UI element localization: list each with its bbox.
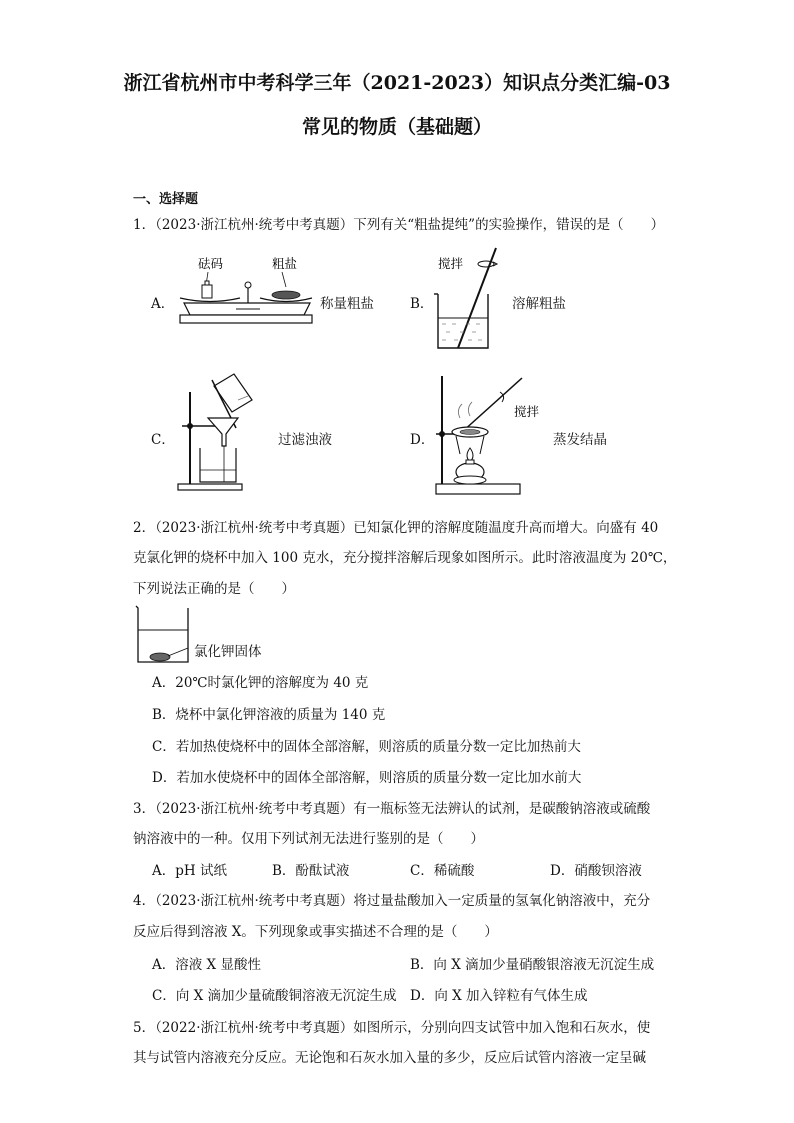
dissolve-beaker-figure	[430, 248, 510, 358]
q2-option-d: D．若加水使烧杯中的固体全部溶解，则溶质的质量分数一定比加水前大	[152, 770, 582, 786]
label-stir-d: 搅拌	[514, 404, 540, 419]
q1-option-a-letter: A．	[151, 296, 175, 312]
q3-option-c: C．稀硫酸	[410, 863, 475, 879]
q3-stem-line1: 3．（2023·浙江杭州·统考中考真题）有一瓶标签无法辨认的试剂，是碳酸钠溶液或硫酸	[133, 801, 651, 817]
document-title-line2: 常见的物质（基础题）	[301, 116, 492, 138]
q2-option-b: B．烧杯中氯化钾溶液的质量为 140 克	[152, 707, 386, 723]
q2-stem-line3: 下列说法正确的是（ ）	[133, 581, 295, 597]
q1-option-c-letter: C．	[151, 432, 175, 448]
q5-stem-line2: 其与试管内溶液充分反应。无论饱和石灰水加入量的多少，反应后试管内溶液一定呈碱	[133, 1050, 646, 1066]
q4-option-a: A．溶液 X 显酸性	[152, 957, 261, 973]
q1-option-d-letter: D．	[410, 432, 435, 448]
label-stir-b: 搅拌	[438, 256, 464, 271]
q2-option-c: C．若加热使烧杯中的固体全部溶解，则溶质的质量分数一定比加热前大	[152, 739, 581, 755]
q4-option-c: C．向 X 滴加少量硫酸铜溶液无沉淀生成	[152, 988, 397, 1004]
q1-option-b-caption: 溶解粗盐	[512, 296, 566, 312]
q4-option-b: B．向 X 滴加少量硝酸银溶液无沉淀生成	[410, 957, 655, 973]
q4-stem-line2: 反应后得到溶液 X。下列现象或事实描述不合理的是（ ）	[133, 924, 498, 940]
evaporation-figure	[430, 372, 540, 497]
q1-stem: 1．（2023·浙江杭州·统考中考真题）下列有关“粗盐提纯”的实验操作，错误的是（ ）	[133, 217, 665, 233]
document-title-line1: 浙江省杭州市中考科学三年（2021-2023）知识点分类汇编-03	[123, 72, 671, 94]
q4-option-d: D．向 X 加入锌粒有气体生成	[410, 988, 588, 1004]
label-weight: 砝码	[198, 256, 224, 271]
q1-option-c-caption: 过滤浊液	[278, 432, 332, 448]
filtration-figure	[172, 372, 272, 494]
q2-option-a: A．20℃时氯化钾的溶解度为 40 克	[152, 675, 369, 691]
balance-figure	[176, 255, 316, 335]
label-crude-salt: 粗盐	[272, 256, 298, 271]
section-heading: 一、选择题	[133, 192, 199, 207]
q1-option-d-caption: 蒸发结晶	[553, 432, 607, 448]
q2-stem-line2: 克氯化钾的烧杯中加入 100 克水，充分搅拌溶解后现象如图所示。此时溶液温度为 20℃，	[133, 550, 677, 566]
q3-option-a: A．pH 试纸	[152, 863, 227, 879]
q3-option-b: B．酚酞试液	[272, 863, 350, 879]
kcl-beaker-figure	[132, 604, 192, 666]
q3-stem-line2: 钠溶液中的一种。仅用下列试剂无法进行鉴别的是（ ）	[133, 831, 484, 847]
label-kcl-solid: 氯化钾固体	[194, 644, 262, 660]
q3-option-d: D．硝酸钡溶液	[550, 863, 642, 879]
q1-option-a-caption: 称量粗盐	[320, 296, 374, 312]
q5-stem-line1: 5．（2022·浙江杭州·统考中考真题）如图所示，分别向四支试管中加入饱和石灰水，使	[133, 1020, 651, 1036]
q4-stem-line1: 4．（2023·浙江杭州·统考中考真题）将过量盐酸加入一定质量的氢氧化钠溶液中，充分	[133, 893, 651, 909]
q1-option-b-letter: B．	[410, 296, 434, 312]
q2-stem-line1: 2．（2023·浙江杭州·统考中考真题）已知氯化钾的溶解度随温度升高而增大。向盛有 40	[133, 520, 659, 536]
